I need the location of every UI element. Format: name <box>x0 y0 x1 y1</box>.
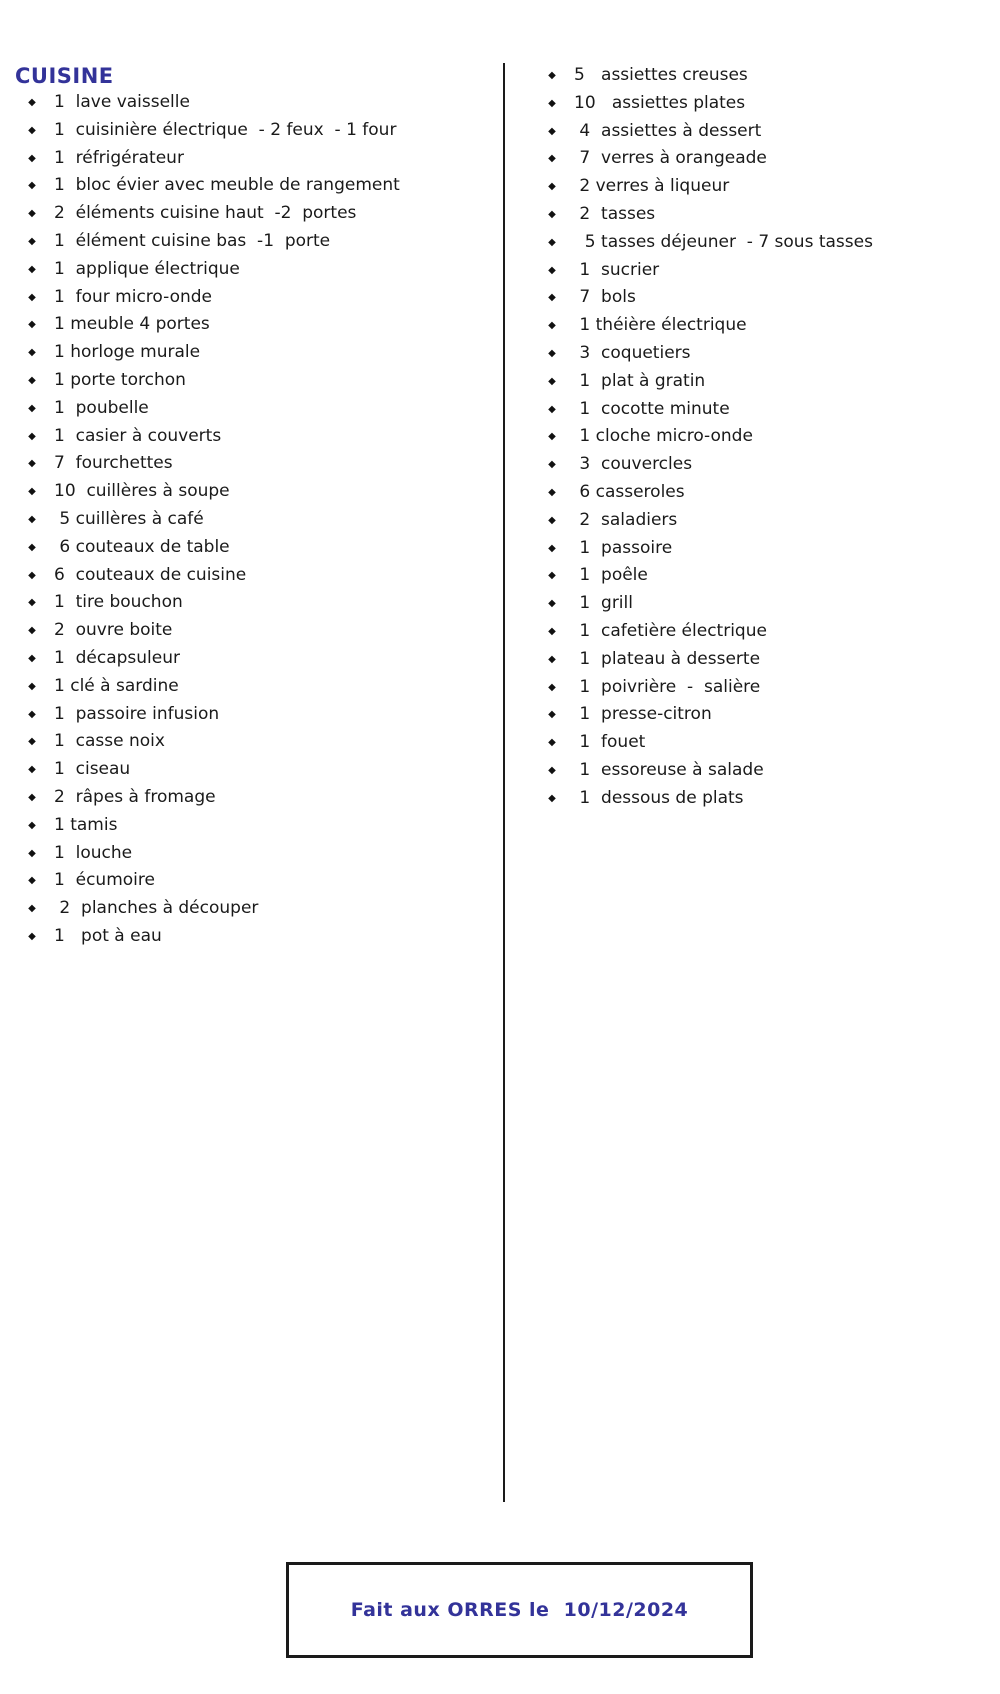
item-text: 1 lave vaisselle <box>54 92 190 112</box>
item-text: 10 assiettes plates <box>574 92 746 113</box>
item-text: 1 cloche micro-onde <box>574 426 753 447</box>
list-item <box>542 396 1000 424</box>
item-text: 1 passoire <box>574 537 673 558</box>
diamond-bullet-icon: ◆ <box>28 458 36 470</box>
list-item <box>22 423 482 451</box>
item-text: 2 râpes à fromage <box>54 786 216 807</box>
column-divider-line <box>503 63 505 1502</box>
list-item <box>542 368 1000 396</box>
list-item <box>542 562 1000 590</box>
list-item <box>542 229 1000 257</box>
list-item <box>22 506 482 534</box>
diamond-bullet-icon: ◆ <box>28 235 36 247</box>
list-item <box>542 312 1000 340</box>
item-text: 1 plateau à desserte <box>574 648 761 669</box>
item-text: 2 saladiers <box>574 509 678 530</box>
diamond-bullet-icon: ◆ <box>28 930 36 942</box>
item-text: 1 horloge murale <box>54 342 201 363</box>
diamond-bullet-icon: ◆ <box>548 681 556 693</box>
diamond-bullet-icon: ◆ <box>28 791 36 803</box>
item-text: 1 plat à gratin <box>574 370 706 391</box>
item-text: 1 fouet <box>574 732 646 753</box>
diamond-bullet-icon: ◆ <box>548 347 556 359</box>
item-text: 4 assiettes à dessert <box>574 120 762 141</box>
diamond-bullet-icon: ◆ <box>548 709 556 721</box>
list-item <box>542 173 1000 201</box>
list-item <box>22 367 482 395</box>
diamond-bullet-icon: ◆ <box>28 486 36 498</box>
list-item <box>22 617 482 645</box>
item-text: 1 cocotte minute <box>574 398 730 419</box>
item-text: 1 four micro-onde <box>54 286 213 307</box>
item-text: 1 ciseau <box>54 759 131 780</box>
item-text: 1 applique électrique <box>54 258 240 279</box>
diamond-bullet-icon: ◆ <box>28 291 36 303</box>
item-text: 1 passoire infusion <box>54 703 220 724</box>
list-item <box>22 923 482 951</box>
diamond-bullet-icon: ◆ <box>28 124 36 136</box>
list-item <box>542 701 1000 729</box>
list-item <box>542 201 1000 229</box>
diamond-bullet-icon: ◆ <box>548 764 556 776</box>
list-item <box>22 895 482 923</box>
list-item <box>22 784 482 812</box>
list-item <box>22 728 482 756</box>
list-item <box>22 311 482 339</box>
list-item <box>542 590 1000 618</box>
item-text: 1 essoreuse à salade <box>574 759 764 780</box>
diamond-bullet-icon: ◆ <box>28 597 36 609</box>
diamond-bullet-icon: ◆ <box>548 153 556 165</box>
list-item <box>22 89 482 117</box>
diamond-bullet-icon: ◆ <box>548 431 556 443</box>
diamond-bullet-icon: ◆ <box>28 402 36 414</box>
item-text: 1 presse-citron <box>574 704 712 725</box>
diamond-bullet-icon: ◆ <box>28 430 36 442</box>
item-text: 1 casse noix <box>54 731 165 752</box>
list-item <box>542 674 1000 702</box>
inventory-column-left <box>22 89 482 951</box>
list-item <box>22 200 482 228</box>
item-text: 1 clé à sardine <box>54 675 179 696</box>
list-item <box>22 172 482 200</box>
diamond-bullet-icon: ◆ <box>28 152 36 164</box>
item-text: 2 tasses <box>574 203 656 224</box>
list-item <box>22 256 482 284</box>
item-text: 1 cafetière électrique <box>574 620 767 641</box>
item-text: 1 décapsuleur <box>54 647 181 668</box>
list-item <box>542 284 1000 312</box>
list-item <box>22 673 482 701</box>
list-item <box>542 507 1000 535</box>
diamond-bullet-icon: ◆ <box>548 403 556 415</box>
diamond-bullet-icon: ◆ <box>28 208 36 220</box>
diamond-bullet-icon: ◆ <box>28 263 36 275</box>
list-item <box>22 117 482 145</box>
list-item <box>542 451 1000 479</box>
diamond-bullet-icon: ◆ <box>28 180 36 192</box>
diamond-bullet-icon: ◆ <box>28 652 36 664</box>
list-item <box>22 867 482 895</box>
diamond-bullet-icon: ◆ <box>28 708 36 720</box>
list-item <box>542 618 1000 646</box>
item-text: 1 théière électrique <box>574 315 747 336</box>
item-text: 1 tire bouchon <box>54 592 183 613</box>
list-item <box>22 812 482 840</box>
list-item <box>22 395 482 423</box>
list-item <box>542 145 1000 173</box>
item-text: 6 casseroles <box>574 481 685 502</box>
item-text: 1 louche <box>54 842 133 863</box>
item-text: 1 bloc évier avec meuble de rangement <box>54 175 400 196</box>
diamond-bullet-icon: ◆ <box>28 736 36 748</box>
diamond-bullet-icon: ◆ <box>28 625 36 637</box>
diamond-bullet-icon: ◆ <box>548 598 556 610</box>
list-item <box>22 284 482 312</box>
item-text: 6 couteaux de table <box>54 536 230 557</box>
item-text: 3 couvercles <box>574 454 693 475</box>
list-item <box>542 90 1000 118</box>
item-text: 1 réfrigérateur <box>54 147 184 168</box>
item-text: 1 tamis <box>54 814 118 835</box>
diamond-bullet-icon: ◆ <box>548 792 556 804</box>
item-text: 1 dessous de plats <box>574 787 744 808</box>
diamond-bullet-icon: ◆ <box>28 541 36 553</box>
diamond-bullet-icon: ◆ <box>548 653 556 665</box>
item-text: 1 écumoire <box>54 870 155 891</box>
item-text: 7 bols <box>574 287 636 308</box>
list-item <box>22 701 482 729</box>
page-title: CUISINE <box>15 64 114 88</box>
list-item <box>542 757 1000 785</box>
item-text: 7 verres à orangeade <box>574 148 767 169</box>
list-item <box>542 646 1000 674</box>
diamond-bullet-icon: ◆ <box>548 459 556 471</box>
item-text: 7 fourchettes <box>54 453 173 474</box>
diamond-bullet-icon: ◆ <box>28 97 36 108</box>
item-text: 1 élément cuisine bas -1 porte <box>54 230 331 251</box>
item-text: 5 tasses déjeuner - 7 sous tasses <box>574 231 873 252</box>
diamond-bullet-icon: ◆ <box>28 513 36 525</box>
diamond-bullet-icon: ◆ <box>548 514 556 526</box>
diamond-bullet-icon: ◆ <box>548 542 556 554</box>
item-text: 5 cuillères à café <box>54 508 204 529</box>
list-item <box>22 450 482 478</box>
diamond-bullet-icon: ◆ <box>548 375 556 387</box>
item-text: 10 cuillères à soupe <box>54 481 230 502</box>
diamond-bullet-icon: ◆ <box>548 236 556 248</box>
list-item <box>22 840 482 868</box>
footer-box <box>286 1562 753 1658</box>
diamond-bullet-icon: ◆ <box>548 320 556 332</box>
list-item <box>542 423 1000 451</box>
list-item <box>22 589 482 617</box>
list-item <box>22 645 482 673</box>
list-item <box>542 257 1000 285</box>
diamond-bullet-icon: ◆ <box>548 264 556 276</box>
item-text: 2 ouvre boite <box>54 620 173 641</box>
item-text: 2 verres à liqueur <box>574 176 730 197</box>
list-item <box>542 535 1000 563</box>
diamond-bullet-icon: ◆ <box>28 903 36 915</box>
inventory-column-right <box>542 62 1000 813</box>
diamond-bullet-icon: ◆ <box>28 764 36 776</box>
item-text: 2 planches à découper <box>54 898 259 919</box>
diamond-bullet-icon: ◆ <box>548 292 556 304</box>
item-text: 1 poivrière - salière <box>574 676 761 697</box>
list-item <box>542 118 1000 146</box>
diamond-bullet-icon: ◆ <box>548 125 556 137</box>
list-item <box>22 478 482 506</box>
list-item <box>22 228 482 256</box>
diamond-bullet-icon: ◆ <box>548 208 556 220</box>
diamond-bullet-icon: ◆ <box>548 486 556 498</box>
diamond-bullet-icon: ◆ <box>28 875 36 887</box>
diamond-bullet-icon: ◆ <box>28 347 36 359</box>
item-text: 1 casier à couverts <box>54 425 222 446</box>
list-item <box>22 534 482 562</box>
list-item <box>542 62 1000 90</box>
item-text: 2 éléments cuisine haut -2 portes <box>54 203 357 224</box>
diamond-bullet-icon: ◆ <box>28 847 36 859</box>
item-text: 5 assiettes creuses <box>574 65 748 85</box>
item-text: 1 pot à eau <box>54 925 162 946</box>
item-text: 1 sucrier <box>574 259 660 280</box>
item-text: 1 cuisinière électrique - 2 feux - 1 four <box>54 119 397 140</box>
item-text: 3 coquetiers <box>574 342 691 363</box>
diamond-bullet-icon: ◆ <box>548 181 556 193</box>
list-item <box>22 339 482 367</box>
item-text: 1 poubelle <box>54 397 149 418</box>
item-text: 1 porte torchon <box>54 369 186 390</box>
diamond-bullet-icon: ◆ <box>548 625 556 637</box>
list-item <box>22 145 482 173</box>
diamond-bullet-icon: ◆ <box>548 737 556 749</box>
item-text: 1 grill <box>574 593 633 614</box>
diamond-bullet-icon: ◆ <box>548 70 556 81</box>
list-item <box>542 785 1000 813</box>
list-item <box>542 340 1000 368</box>
list-item <box>22 562 482 590</box>
list-item <box>542 729 1000 757</box>
item-text: 1 poêle <box>574 565 648 586</box>
diamond-bullet-icon: ◆ <box>28 819 36 831</box>
list-item <box>22 756 482 784</box>
diamond-bullet-icon: ◆ <box>548 570 556 582</box>
item-text: 6 couteaux de cuisine <box>54 564 247 585</box>
diamond-bullet-icon: ◆ <box>28 319 36 331</box>
diamond-bullet-icon: ◆ <box>28 374 36 386</box>
footer-date-text: Fait aux ORRES le 10/12/2024 <box>350 1599 689 1621</box>
item-text: 1 meuble 4 portes <box>54 314 210 335</box>
diamond-bullet-icon: ◆ <box>28 680 36 692</box>
list-item <box>542 479 1000 507</box>
diamond-bullet-icon: ◆ <box>548 97 556 109</box>
diamond-bullet-icon: ◆ <box>28 569 36 581</box>
